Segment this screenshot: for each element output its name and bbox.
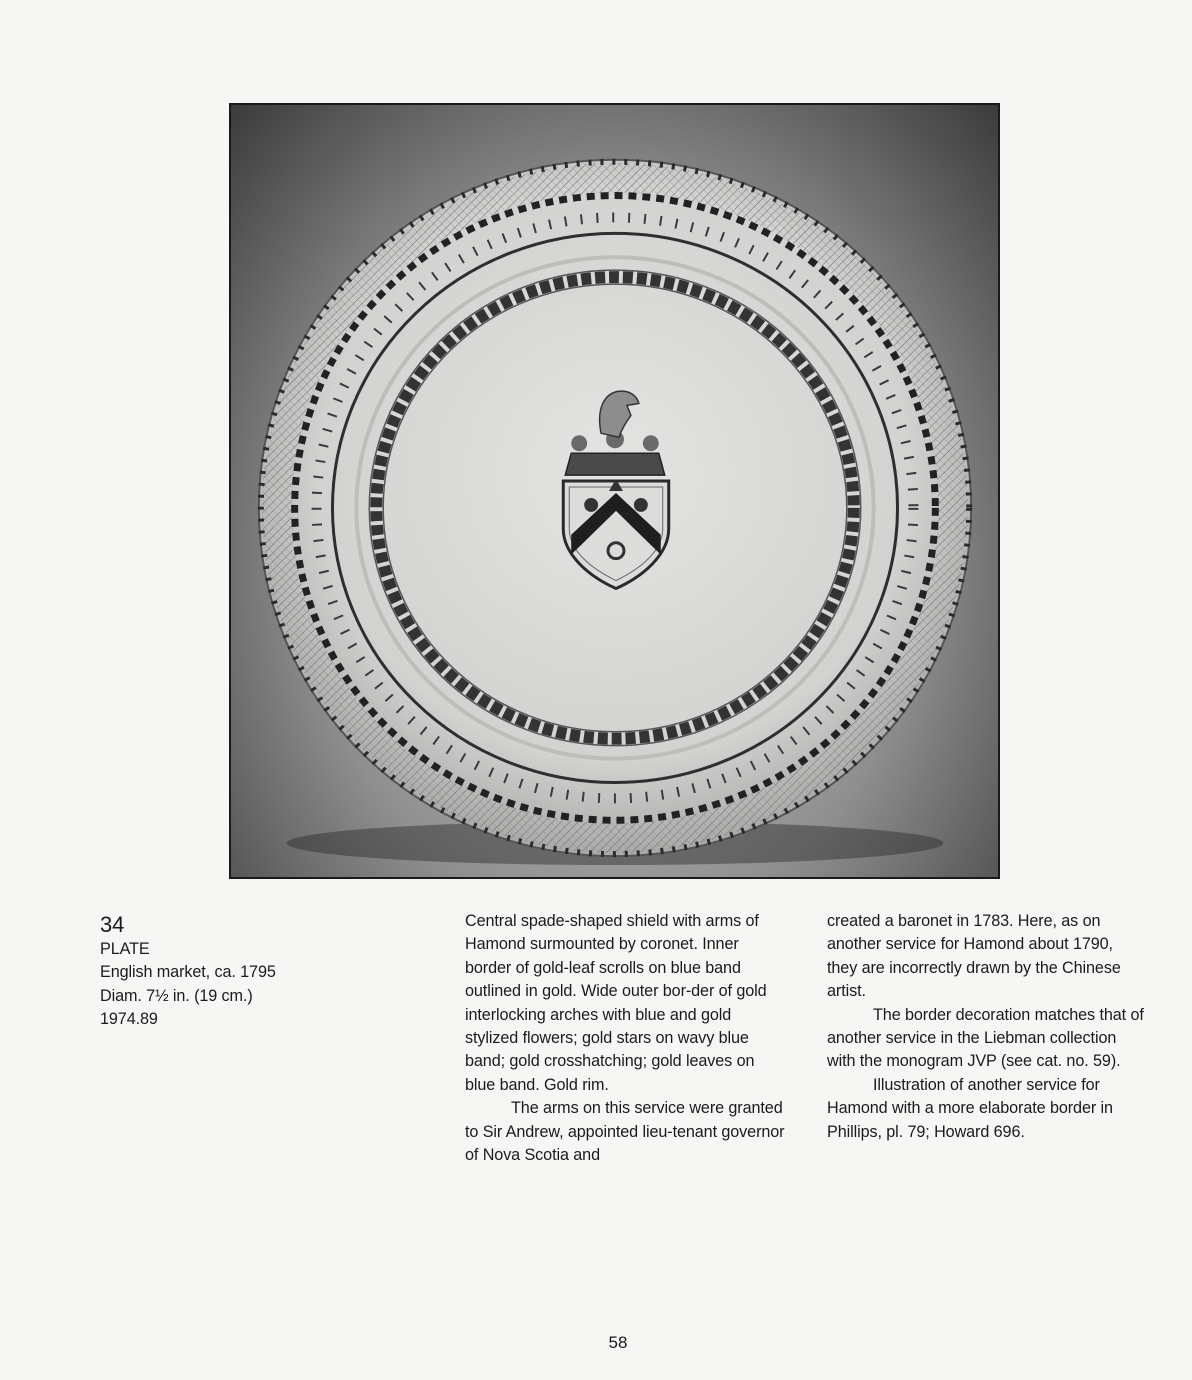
- plate-photograph: [229, 103, 1000, 879]
- description-paragraph: The border decoration matches that of another service in the Liebman collection with the monogram JVP (see cat. no. 59).: [827, 1005, 1144, 1071]
- description-paragraph: created a baronet in 1783. Here, as on another service for Hamond about 1790, they are incorrectly drawn by the Chinese artist.: [827, 912, 1121, 1001]
- description-paragraph: Illustration of another service for Hamond with a more elaborate border in Phillips, pl. 79; Howard 696.: [827, 1075, 1113, 1141]
- accession-number: 1974.89: [100, 1010, 158, 1029]
- object-type: PLATE: [100, 940, 150, 958]
- market-date: English market, ca. 1795: [100, 963, 276, 982]
- page-number: 58: [608, 1333, 628, 1352]
- catalogue-number: 34: [100, 912, 125, 937]
- description-column-2: [827, 910, 1147, 1144]
- description-column-1: [465, 910, 785, 1167]
- description-paragraph: The arms on this service were granted to Sir Andrew, appointed lieu-tenant governor of Nova Scotia and: [465, 1099, 785, 1165]
- dimensions: Diam. 7½ in. (19 cm.): [100, 986, 253, 1005]
- description-paragraph: Central spade-shaped shield with arms of Hamond surmounted by coronet. Inner border of gold-leaf scrolls on blue band outlined in gold. Wide outer bor-der of gold interlocking arches with blue and gold stylized flowers; gold stars on wavy blue band; gold crosshatching; gold leaves on blue band. Gold rim.: [465, 912, 767, 1094]
- catalogue-entry-meta: [100, 910, 330, 1032]
